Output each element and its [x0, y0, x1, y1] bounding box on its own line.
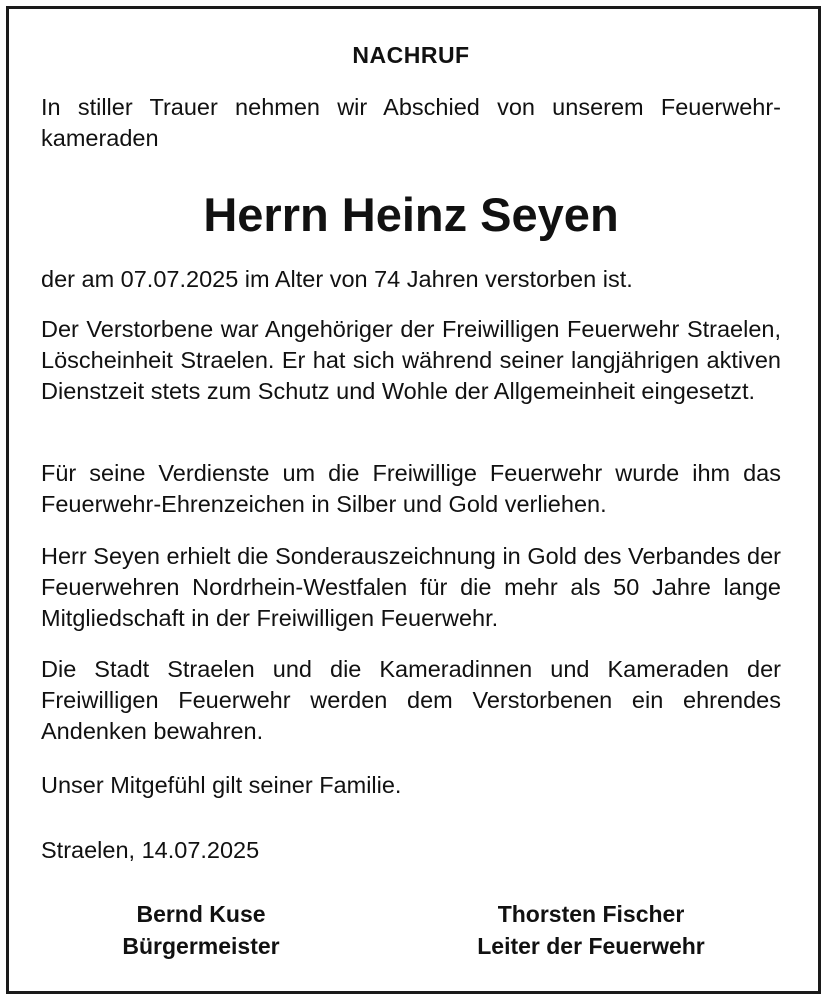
signatory-title: Leiter der Feuerwehr: [477, 933, 705, 959]
deceased-name: Herrn Heinz Seyen: [203, 188, 619, 241]
paragraph-condolence: Unser Mitgefühl gilt seiner Familie.: [41, 772, 402, 798]
paragraph-special-award: Herr Seyen erhielt die Sonderauszeichnung in Gold des Verbandes der Feuerwehren Nordrhein-Westfalen für die mehr als 50 Jahre lange Mitgliedschaft in der Freiwilligen Feuerwehr.: [41, 543, 781, 631]
signatory-name: Bernd Kuse: [136, 901, 266, 927]
paragraph-honors: Für seine Verdienste um die Freiwillige Feuerwehr wurde ihm das Feuerwehr-Ehrenzeichen in Silber und Gold verliehen.: [41, 460, 781, 517]
signatory-title: Bürgermeister: [122, 933, 280, 959]
death-line: der am 07.07.2025 im Alter von 74 Jahren verstorben ist.: [41, 266, 633, 292]
notice-heading: NACHRUF: [352, 42, 470, 68]
place-date: Straelen, 14.07.2025: [41, 837, 260, 863]
signatory-fire-chief: [441, 898, 741, 962]
paragraph-remembrance: Die Stadt Straelen und die Kameradinnen und Kameraden der Freiwilligen Feuerwehr werden dem Verstorbenen ein ehrendes Andenken bewahren.: [41, 656, 781, 744]
signatory-name: Thorsten Fischer: [497, 901, 685, 927]
signatory-mayor: [81, 898, 321, 962]
intro-text: In stiller Trauer nehmen wir Abschied von unserem Feuerwehr-kameraden: [41, 94, 781, 151]
paragraph-membership: Der Verstorbene war Angehöriger der Freiwilligen Feuerwehr Straelen, Löscheinheit Straelen. Er hat sich während seiner langjährigen aktiven Dienstzeit stets zum Schutz und Wohle der Allgemeinheit eingesetzt.: [41, 316, 781, 404]
